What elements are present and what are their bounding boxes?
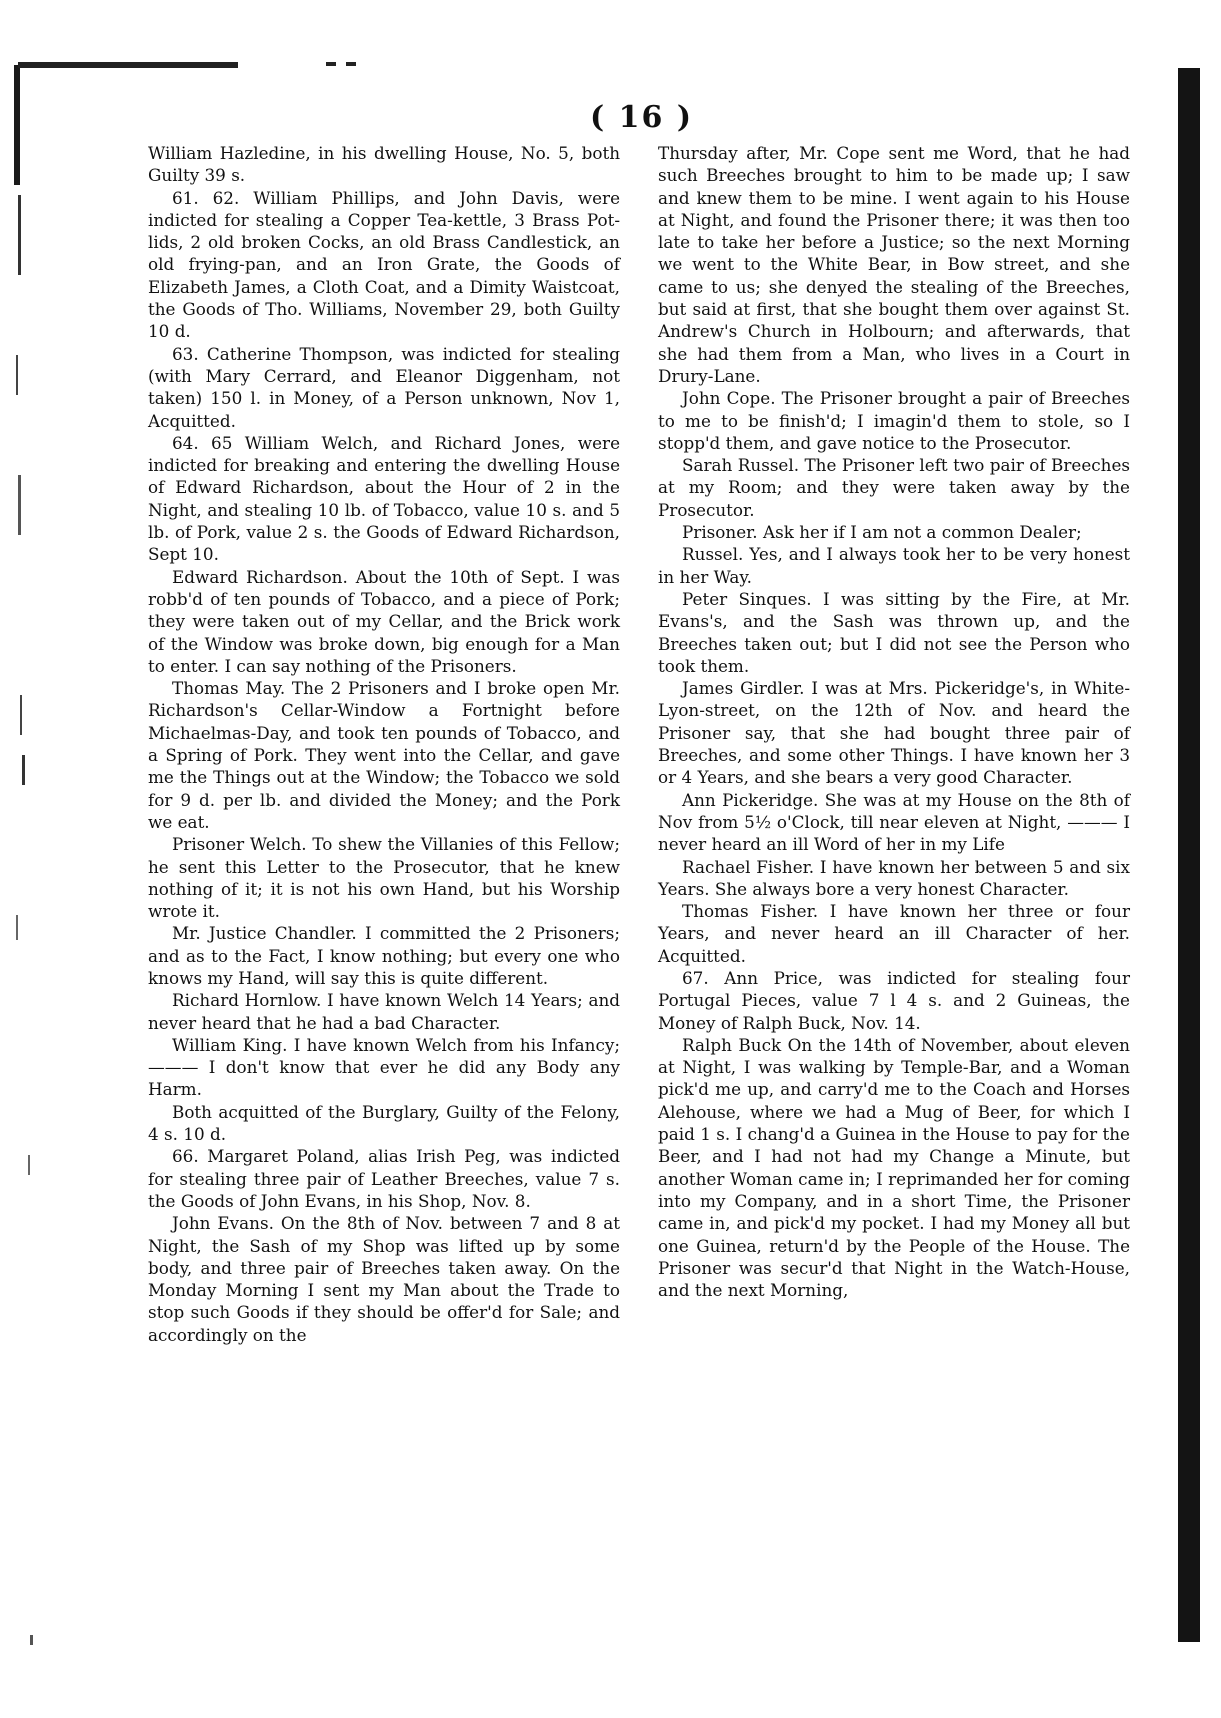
paragraph: Thursday after, Mr. Cope sent me Word, that he had such Breeches brought to him to be made up; I saw and knew them to be mine. I went again to his House at Night, and found the Prisoner there; it was then too late to take her before a Justice; so the next Morning we went to the White Bear, in Bow street, and she came to us; she denyed the stealing of the Breeches, but said at first, that she bought them over against St. Andrew's Church in Holbourn; and afterwards, that she had them from a Man, who lives in a Court in Drury-Lane. xyxy=(658,143,1130,386)
scan-top-rule xyxy=(18,62,238,68)
scan-edge-left xyxy=(0,55,40,1705)
paragraph: Edward Richardson. About the 10th of Sept. I was robb'd of ten pounds of Tobacco, and a piece of Pork; they were taken out of my Cellar, and the Brick work of the Window was broke down, big enough for a Man to enter. I can say nothing of the Prisoners. xyxy=(148,566,620,676)
paragraph: Mr. Justice Chandler. I committed the 2 Prisoners; and as to the Fact, I know nothing; but every one who knows my Hand, will say this is quite different. xyxy=(148,923,620,988)
paragraph: Peter Sinques. I was sitting by the Fire, at Mr. Evans's, and the Sash was thrown up, and the Breeches taken out; but I did not see the Person who took them. xyxy=(658,588,1130,676)
paragraph: 61. 62. William Phillips, and John Davis, were indicted for stealing a Copper Tea-kettle, 3 Brass Pot-lids, 2 old broken Cocks, an old Brass Candlestick, an old frying-pan, and an Iron Grate, the Goods of Elizabeth James, a Cloth Coat, and a Dimity Waistcoat, the Goods of Tho. Williams, November 29, both Guilty 10 d. xyxy=(148,187,620,342)
paragraph: Thomas May. The 2 Prisoners and I broke open Mr. Richardson's Cellar-Window a Fortnight before Michaelmas-Day, and took ten pounds of Tobacco, and a Spring of Pork. They went into the Cellar, and gave me the Things out at the Window; the Tobacco we sold for 9 d. per lb. and divided the Money; and the Pork we eat. xyxy=(148,678,620,832)
paragraph: Prisoner Welch. To shew the Villanies of this Fellow; he sent this Letter to the Prosecutor, that he knew nothing of it; it is not his own Hand, but his Worship wrote it. xyxy=(148,834,620,922)
paragraph: Thomas Fisher. I have known her three or four Years, and never heard an ill Character of her. Acquitted. xyxy=(658,901,1130,966)
scan-edge-right xyxy=(1178,68,1200,1642)
left-column xyxy=(148,142,620,1346)
paragraph: William King. I have known Welch from his Infancy; ——— I don't know that ever he did any Body any Harm. xyxy=(148,1034,620,1100)
paragraph: John Evans. On the 8th of Nov. between 7 and 8 at Night, the Sash of my Shop was lifted up by some body, and three pair of Breeches taken away. On the Monday Morning I sent my Man about the Trade to stop such Goods if they should be offer'd for Sale; and accordingly on the xyxy=(148,1213,620,1345)
paragraph: Sarah Russel. The Prisoner left two pair of Breeches at my Room; and they were taken away by the Prosecutor. xyxy=(658,455,1130,520)
paragraph: Prisoner. Ask her if I am not a common Dealer; xyxy=(682,522,1082,543)
page-number: ( 16 ) xyxy=(590,100,694,135)
paragraph: Rachael Fisher. I have known her between 5 and six Years. She always bore a very honest Character. xyxy=(658,856,1130,899)
paragraph: 66. Margaret Poland, alias Irish Peg, was indicted for stealing three pair of Leather Breeches, value 7 s. the Goods of John Evans, in his Shop, Nov. 8. xyxy=(148,1146,620,1211)
scan-speck xyxy=(346,62,356,66)
paragraph: John Cope. The Prisoner brought a pair of Breeches to me to be finish'd; I imagin'd them to stole, so I stopp'd them, and gave notice to the Prosecutor. xyxy=(658,388,1130,453)
paragraph: Ralph Buck On the 14th of November, about eleven at Night, I was walking by Temple-Bar, and a Woman pick'd me up, and carry'd me to the Coach and Horses Alehouse, where we had a Mug of Beer, for which I paid 1 s. I chang'd a Guinea in the House to pay for the Beer, and I had not had my Change a Minute, but another Woman came in; I reprimanded her for coming into my Company, and in a short Time, the Prisoner came in, and pick'd my pocket. I had my Money all but one Guinea, return'd by the People of the House. The Prisoner was secur'd that Night in the Watch-House, and the next Morning, xyxy=(658,1034,1130,1301)
paragraph: 63. Catherine Thompson, was indicted for stealing (with Mary Cerrard, and Eleanor Diggenham, not taken) 150 l. in Money, of a Person unknown, Nov 1, Acquitted. xyxy=(148,343,620,431)
paragraph: Richard Hornlow. I have known Welch 14 Years; and never heard that he had a bad Character. xyxy=(148,990,620,1033)
paragraph: James Girdler. I was at Mrs. Pickeridge's, in White-Lyon-street, on the 12th of Nov. and heard the Prisoner say, that she had bought three pair of Breeches, and some other Things. I have known her 3 or 4 Years, and she bears a very good Character. xyxy=(658,678,1130,788)
paragraph: Ann Pickeridge. She was at my House on the 8th of Nov from 5½ o'Clock, till near eleven at Night, ——— I never heard an ill Word of her in my Life xyxy=(658,789,1130,855)
right-column xyxy=(658,142,1130,1301)
paragraph: 67. Ann Price, was indicted for stealing four Portugal Pieces, value 7 l 4 s. and 2 Guineas, the Money of Ralph Buck, Nov. 14. xyxy=(658,967,1130,1033)
scan-speck xyxy=(326,62,336,66)
paragraph: 64. 65 William Welch, and Richard Jones, were indicted for breaking and entering the dwelling House of Edward Richardson, about the Hour of 2 in the Night, and stealing 10 lb. of Tobacco, value 10 s. and 5 lb. of Pork, value 2 s. the Goods of Edward Richardson, Sept 10. xyxy=(148,432,620,565)
paragraph: Russel. Yes, and I always took her to be very honest in her Way. xyxy=(658,544,1130,587)
paragraph: William Hazledine, in his dwelling House, No. 5, both Guilty 39 s. xyxy=(148,143,620,186)
paragraph: Both acquitted of the Burglary, Guilty of the Felony, 4 s. 10 d. xyxy=(148,1101,620,1145)
